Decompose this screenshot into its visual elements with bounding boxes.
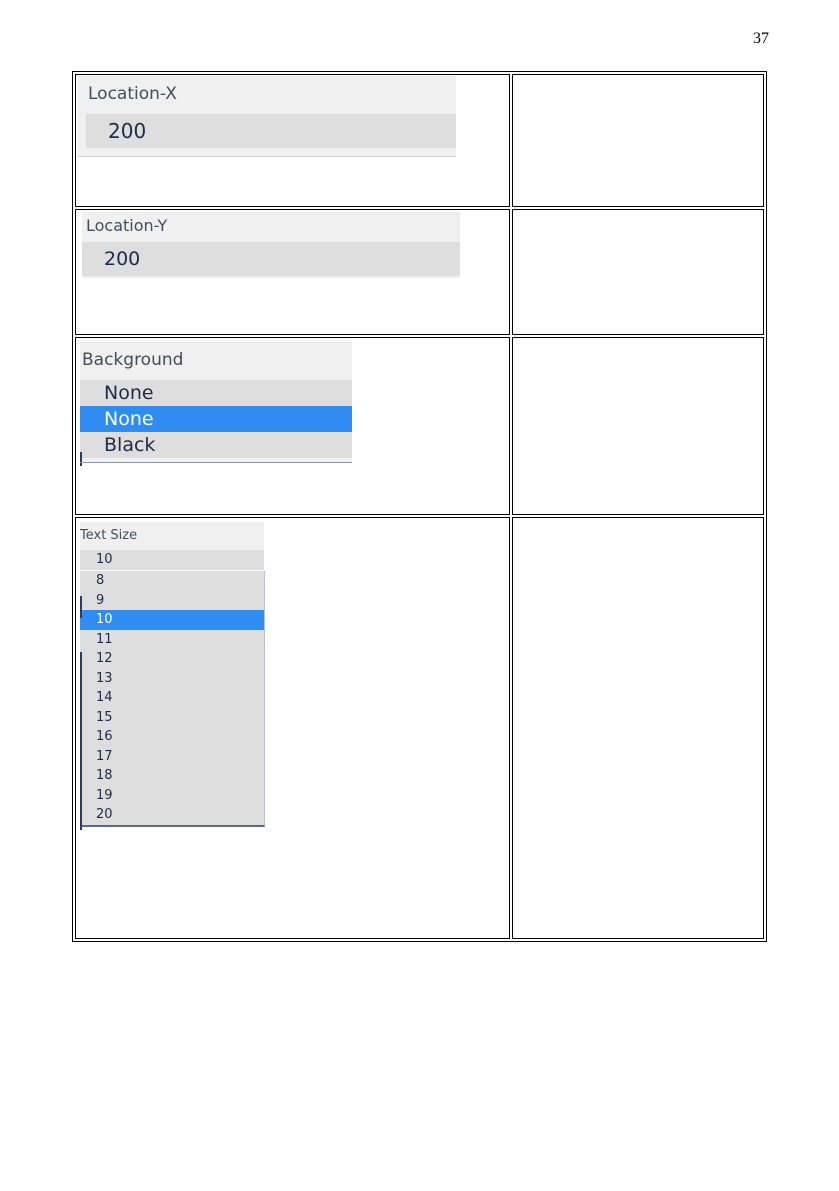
screenshot-cell — [75, 74, 510, 207]
text-size-label: Text Size — [80, 522, 264, 550]
focus-edge — [80, 596, 82, 618]
text-size-option[interactable]: 19 — [96, 787, 113, 803]
text-size-dropdown[interactable] — [80, 571, 265, 827]
dropdown-border — [80, 462, 352, 463]
text-size-option[interactable]: 18 — [96, 768, 113, 783]
background-option[interactable]: None — [80, 380, 352, 406]
text-size-option[interactable]: 20 — [96, 807, 113, 822]
screenshot-cell — [75, 517, 510, 939]
text-size-option[interactable]: 13 — [96, 670, 113, 686]
focus-edge — [80, 652, 82, 830]
text-size-panel — [80, 522, 264, 828]
text-size-select[interactable]: 10 — [80, 550, 264, 570]
location-y-field[interactable]: 200 — [82, 242, 460, 276]
text-size-option[interactable]: 12 — [96, 651, 113, 666]
description-cell — [512, 74, 764, 207]
text-size-option[interactable]: 16 — [96, 729, 113, 744]
screenshot-cell — [75, 337, 510, 515]
text-size-option[interactable]: 8 — [96, 573, 105, 588]
table-row — [75, 74, 764, 207]
background-option-selected[interactable]: None — [80, 406, 352, 432]
description-cell — [512, 517, 764, 939]
background-option[interactable]: Black — [80, 432, 352, 458]
location-x-field[interactable]: 200 — [86, 114, 456, 148]
screenshot-cell — [75, 209, 510, 335]
text-size-option[interactable]: 17 — [96, 748, 113, 764]
location-x-panel — [78, 76, 456, 157]
background-panel — [80, 342, 352, 462]
text-size-option[interactable]: 11 — [96, 631, 113, 647]
background-dropdown[interactable] — [80, 380, 352, 458]
document-table — [72, 71, 767, 942]
text-size-option[interactable]: 15 — [96, 709, 113, 725]
focus-edge — [80, 452, 82, 466]
location-y-label: Location-Y — [86, 216, 168, 235]
description-cell — [512, 337, 764, 515]
description-cell — [512, 209, 764, 335]
page-number: 37 — [753, 30, 769, 47]
text-size-option-selected[interactable]: 10 — [80, 610, 264, 630]
text-size-option[interactable]: 14 — [96, 690, 113, 705]
text-size-option[interactable]: 9 — [96, 592, 105, 608]
location-y-panel — [82, 212, 460, 278]
table-row — [75, 337, 764, 515]
location-x-label: Location-X — [88, 84, 177, 104]
background-label: Background — [82, 350, 184, 370]
table-row — [75, 209, 764, 335]
table-row — [75, 517, 764, 939]
